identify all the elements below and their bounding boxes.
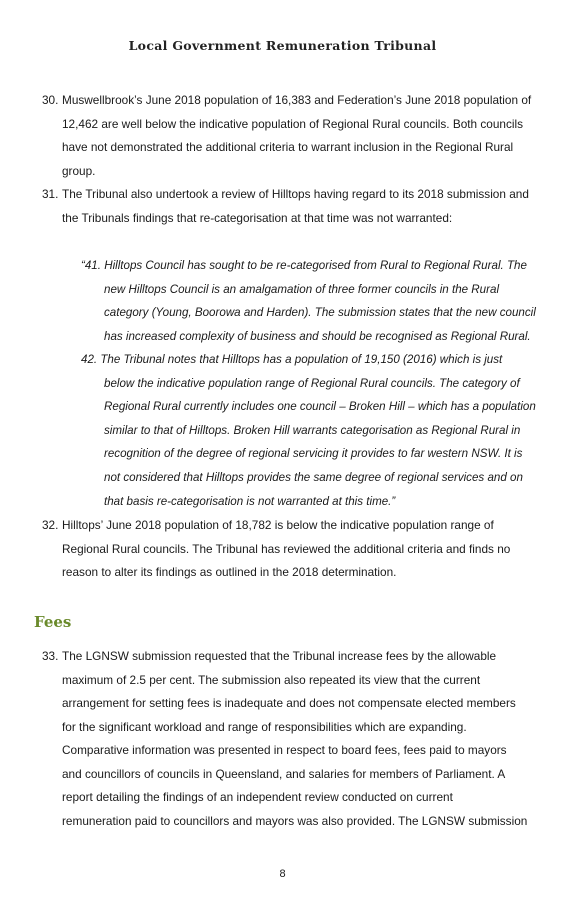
text-line: has increased complexity of business and should be recognised as Regional Rural. [104, 329, 531, 343]
text-line: “41. Hilltops Council has sought to be re-categorised from Rural to Regional Rural. The [81, 259, 527, 272]
paragraph-number: 31. [42, 187, 59, 201]
paragraph-31 [42, 183, 532, 230]
text-line: below the indicative population range of Regional Rural councils. The category of [104, 376, 520, 390]
page-number: 8 [279, 868, 286, 880]
text-line: category (Young, Boorowa and Harden). The submission states that the new council [104, 306, 536, 320]
running-header: Local Government Remuneration Tribunal [128, 38, 437, 53]
text-line: 12,462 are well below the indicative population of Regional Rural councils. Both councils [62, 116, 524, 131]
text-line: remuneration paid to councillors and mayors was also provided. The LGNSW submission [62, 813, 528, 828]
text-line: maximum of 2.5 per cent. The submission also repeated its view that the current [62, 672, 481, 687]
text-line: reason to alter its findings as outlined in the 2018 determination. [62, 565, 397, 579]
paragraph-number: 30. [42, 93, 59, 107]
text-line: new Hilltops Council is an amalgamation of three former councils in the Rural [104, 282, 500, 296]
paragraph-33 [42, 645, 532, 833]
text-line: Regional Rural councils. The Tribunal has reviewed the additional criteria and finds no [62, 541, 511, 556]
text-line: Hilltops’ June 2018 population of 18,782 is below the indicative population range of [62, 518, 494, 532]
text-line: the Tribunals findings that re-categorisation at that time was not warranted: [62, 210, 453, 225]
text-line: The Tribunal also undertook a review of Hilltops having regard to its 2018 submission and [62, 187, 529, 201]
text-line: for the significant workload and range of responsibilities which are expanding. [62, 719, 467, 734]
paragraph-number: 33. [42, 649, 59, 663]
text-line: The LGNSW submission requested that the Tribunal increase fees by the allowable [62, 649, 497, 663]
text-line: arrangement for setting fees is inadequate and does not compensate elected members [62, 696, 516, 710]
text-line: Comparative information was presented in respect to board fees, fees paid to mayors [62, 743, 507, 757]
quote-42 [81, 348, 551, 513]
text-line: not considered that Hilltops provides the same degree of regional services and on [104, 470, 523, 484]
text-line: have not demonstrated the additional criteria to warrant inclusion in the Regional Rural [62, 140, 514, 154]
text-line: Muswellbrook’s June 2018 population of 16,383 and Federation’s June 2018 population of [62, 93, 532, 107]
paragraph-30 [42, 89, 532, 183]
text-line: 42. The Tribunal notes that Hilltops has a population of 19,150 (2016) which is just [81, 353, 503, 366]
text-line: Regional Rural currently includes one council – Broken Hill – which has a population [104, 400, 536, 414]
text-line: report detailing the findings of an independent review conducted on current [62, 790, 453, 804]
text-line: recognition of the degree of regional servicing it provides to far western NSW. It is [104, 447, 523, 461]
paragraph-32 [42, 514, 532, 585]
section-heading-fees: Fees [34, 613, 72, 631]
text-line: group. [62, 163, 96, 178]
quote-41 [81, 254, 551, 348]
paragraph-number: 32. [42, 518, 59, 532]
text-line: that basis re-categorisation is not warranted at this time.” [104, 494, 396, 508]
text-line: similar to that of Hilltops. Broken Hill warrants categorisation as Regional Rural in [104, 423, 521, 437]
text-line: and councillors of councils in Queensland, and salaries for members of Parliament. A [62, 766, 506, 781]
